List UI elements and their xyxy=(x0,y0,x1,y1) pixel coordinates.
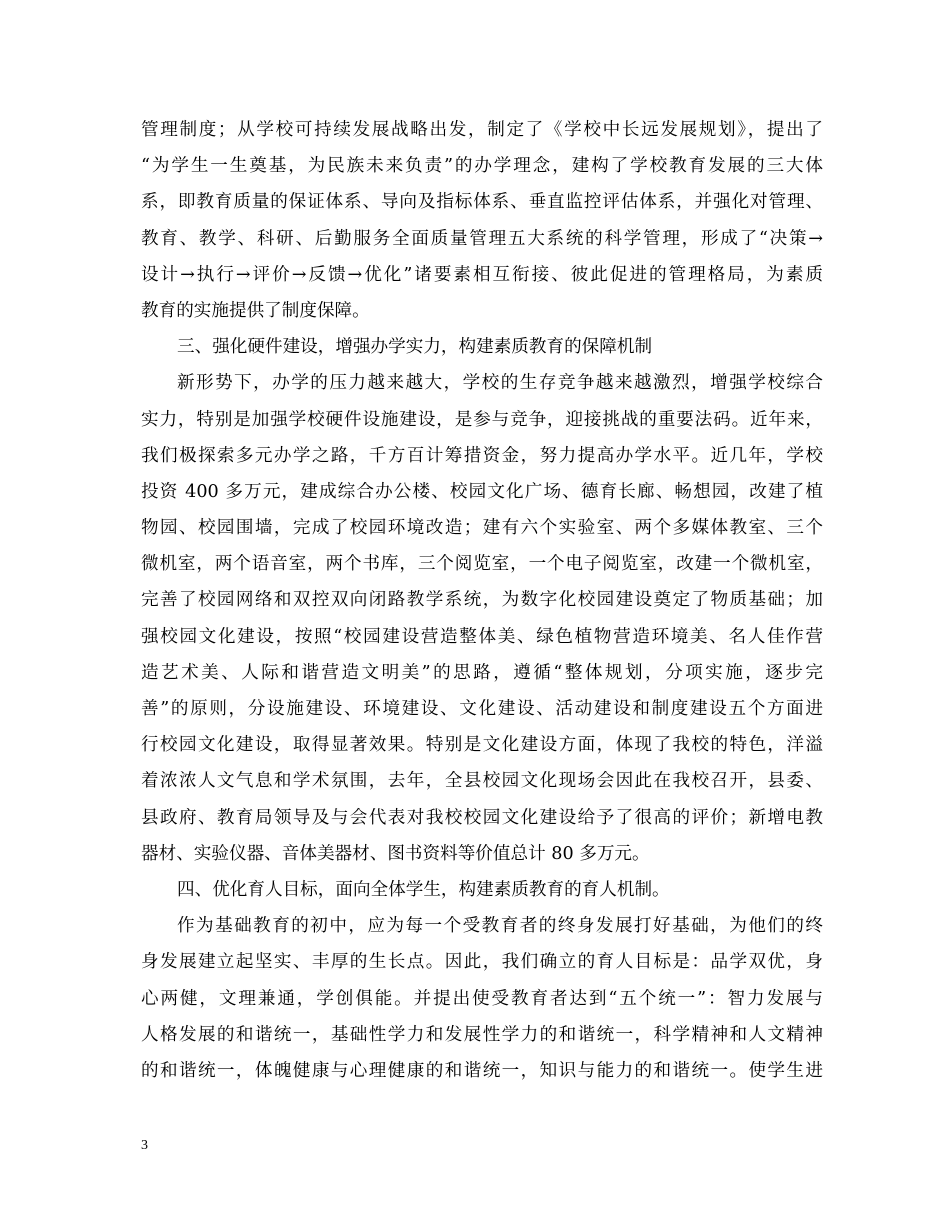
text-line: 造艺术美、人际和谐营造文明美”的思路，遵循“整体规划，分项实施，逐步完 xyxy=(141,662,823,683)
paragraph-hardware xyxy=(141,365,823,872)
text-line: 善”的原则，分设施建设、环境建设、文化建设、活动建设和制度建设五个方面进 xyxy=(141,699,823,719)
text-line: 着浓浓人文气息和学术氛围，去年，全县校园文化现场会因此在我校召开，县委、 xyxy=(141,771,823,792)
text-line: 微机室，两个语音室，两个书库，三个阅览室，一个电子阅览室，改建一个微机室， xyxy=(141,554,823,575)
text-line: 的和谐统一，体魄健康与心理健康的和谐统一，知识与能力的和谐统一。使学生进 xyxy=(141,1060,823,1081)
paragraph-education-goals xyxy=(141,908,823,1089)
text-line: 管理制度；从学校可持续发展战略出发，制定了《学校中长远发展规划》，提出了 xyxy=(141,120,823,140)
section-heading-4: 四、优化育人目标，面向全体学生，构建素质教育的育人机制。 xyxy=(177,879,670,900)
text-line: “为学生一生奠基，为民族未来负责”的办学理念，建构了学校教育发展的三大体 xyxy=(141,156,823,177)
text-line: 教育的实施提供了制度保障。 xyxy=(141,300,370,321)
text-line: 投资 400 多万元，建成综合办公楼、校园文化广场、德育长廊、畅想园，改建了植 xyxy=(141,481,823,502)
section-heading-3: 三、强化硬件建设，增强办学实力，构建素质教育的保障机制 xyxy=(177,337,653,358)
text-line: 县政府、教育局领导及与会代表对我校校园文化建设给予了很高的评价；新增电教 xyxy=(141,807,823,828)
text-line: 器材、实验仪器、音体美器材、图书资料等价值总计 80 多万元。 xyxy=(141,843,650,864)
text-line: 身发展建立起坚实、丰厚的生长点。因此，我们确立的育人目标是：品学双优，身 xyxy=(141,952,823,973)
text-line: 人格发展的和谐统一，基础性学力和发展性学力的和谐统一，科学精神和人文精神 xyxy=(141,1024,823,1045)
text-line: 完善了校园网络和双控双向闭路教学系统，为数字化校园建设奠定了物质基础；加 xyxy=(141,590,823,611)
text-line: 心两健，文理兼通，学创俱能。并提出使受教育者达到“五个统一”：智力发展与 xyxy=(141,988,823,1009)
text-line: 强校园文化建设，按照“校园建设营造整体美、绿色植物营造环境美、名人佳作营 xyxy=(141,626,823,647)
text-line: 实力，特别是加强学校硬件设施建设，是参与竞争，迎接挑战的重要法码。近年来， xyxy=(141,409,823,430)
paragraph-continuation xyxy=(141,112,823,329)
text-line: 设计→执行→评价→反馈→优化”诸要素相互衔接、彼此促进的管理格局，为素质 xyxy=(141,264,823,285)
text-line: 行校园文化建设，取得显著效果。特别是文化建设方面，体现了我校的特色，洋溢 xyxy=(141,735,823,756)
text-line: 教育、教学、科研、后勤服务全面质量管理五大系统的科学管理，形成了“决策→ xyxy=(141,228,823,249)
body-text xyxy=(141,112,823,1089)
text-line: 我们极探索多元办学之路，千方百计筹措资金，努力提高办学水平。近几年，学校 xyxy=(141,445,823,466)
text-line: 新形势下，办学的压力越来越大，学校的生存竞争越来越激烈，增强学校综合 xyxy=(177,373,823,394)
page-number: 3 xyxy=(141,1138,148,1153)
text-line: 系，即教育质量的保证体系、导向及指标体系、垂直监控评估体系，并强化对管理、 xyxy=(141,192,823,213)
text-line: 作为基础教育的初中，应为每一个受教育者的终身发展打好基础，为他们的终 xyxy=(177,916,823,937)
text-line: 物园、校园围墙，完成了校园环境改造；建有六个实验室、两个多媒体教室、三个 xyxy=(141,518,823,539)
